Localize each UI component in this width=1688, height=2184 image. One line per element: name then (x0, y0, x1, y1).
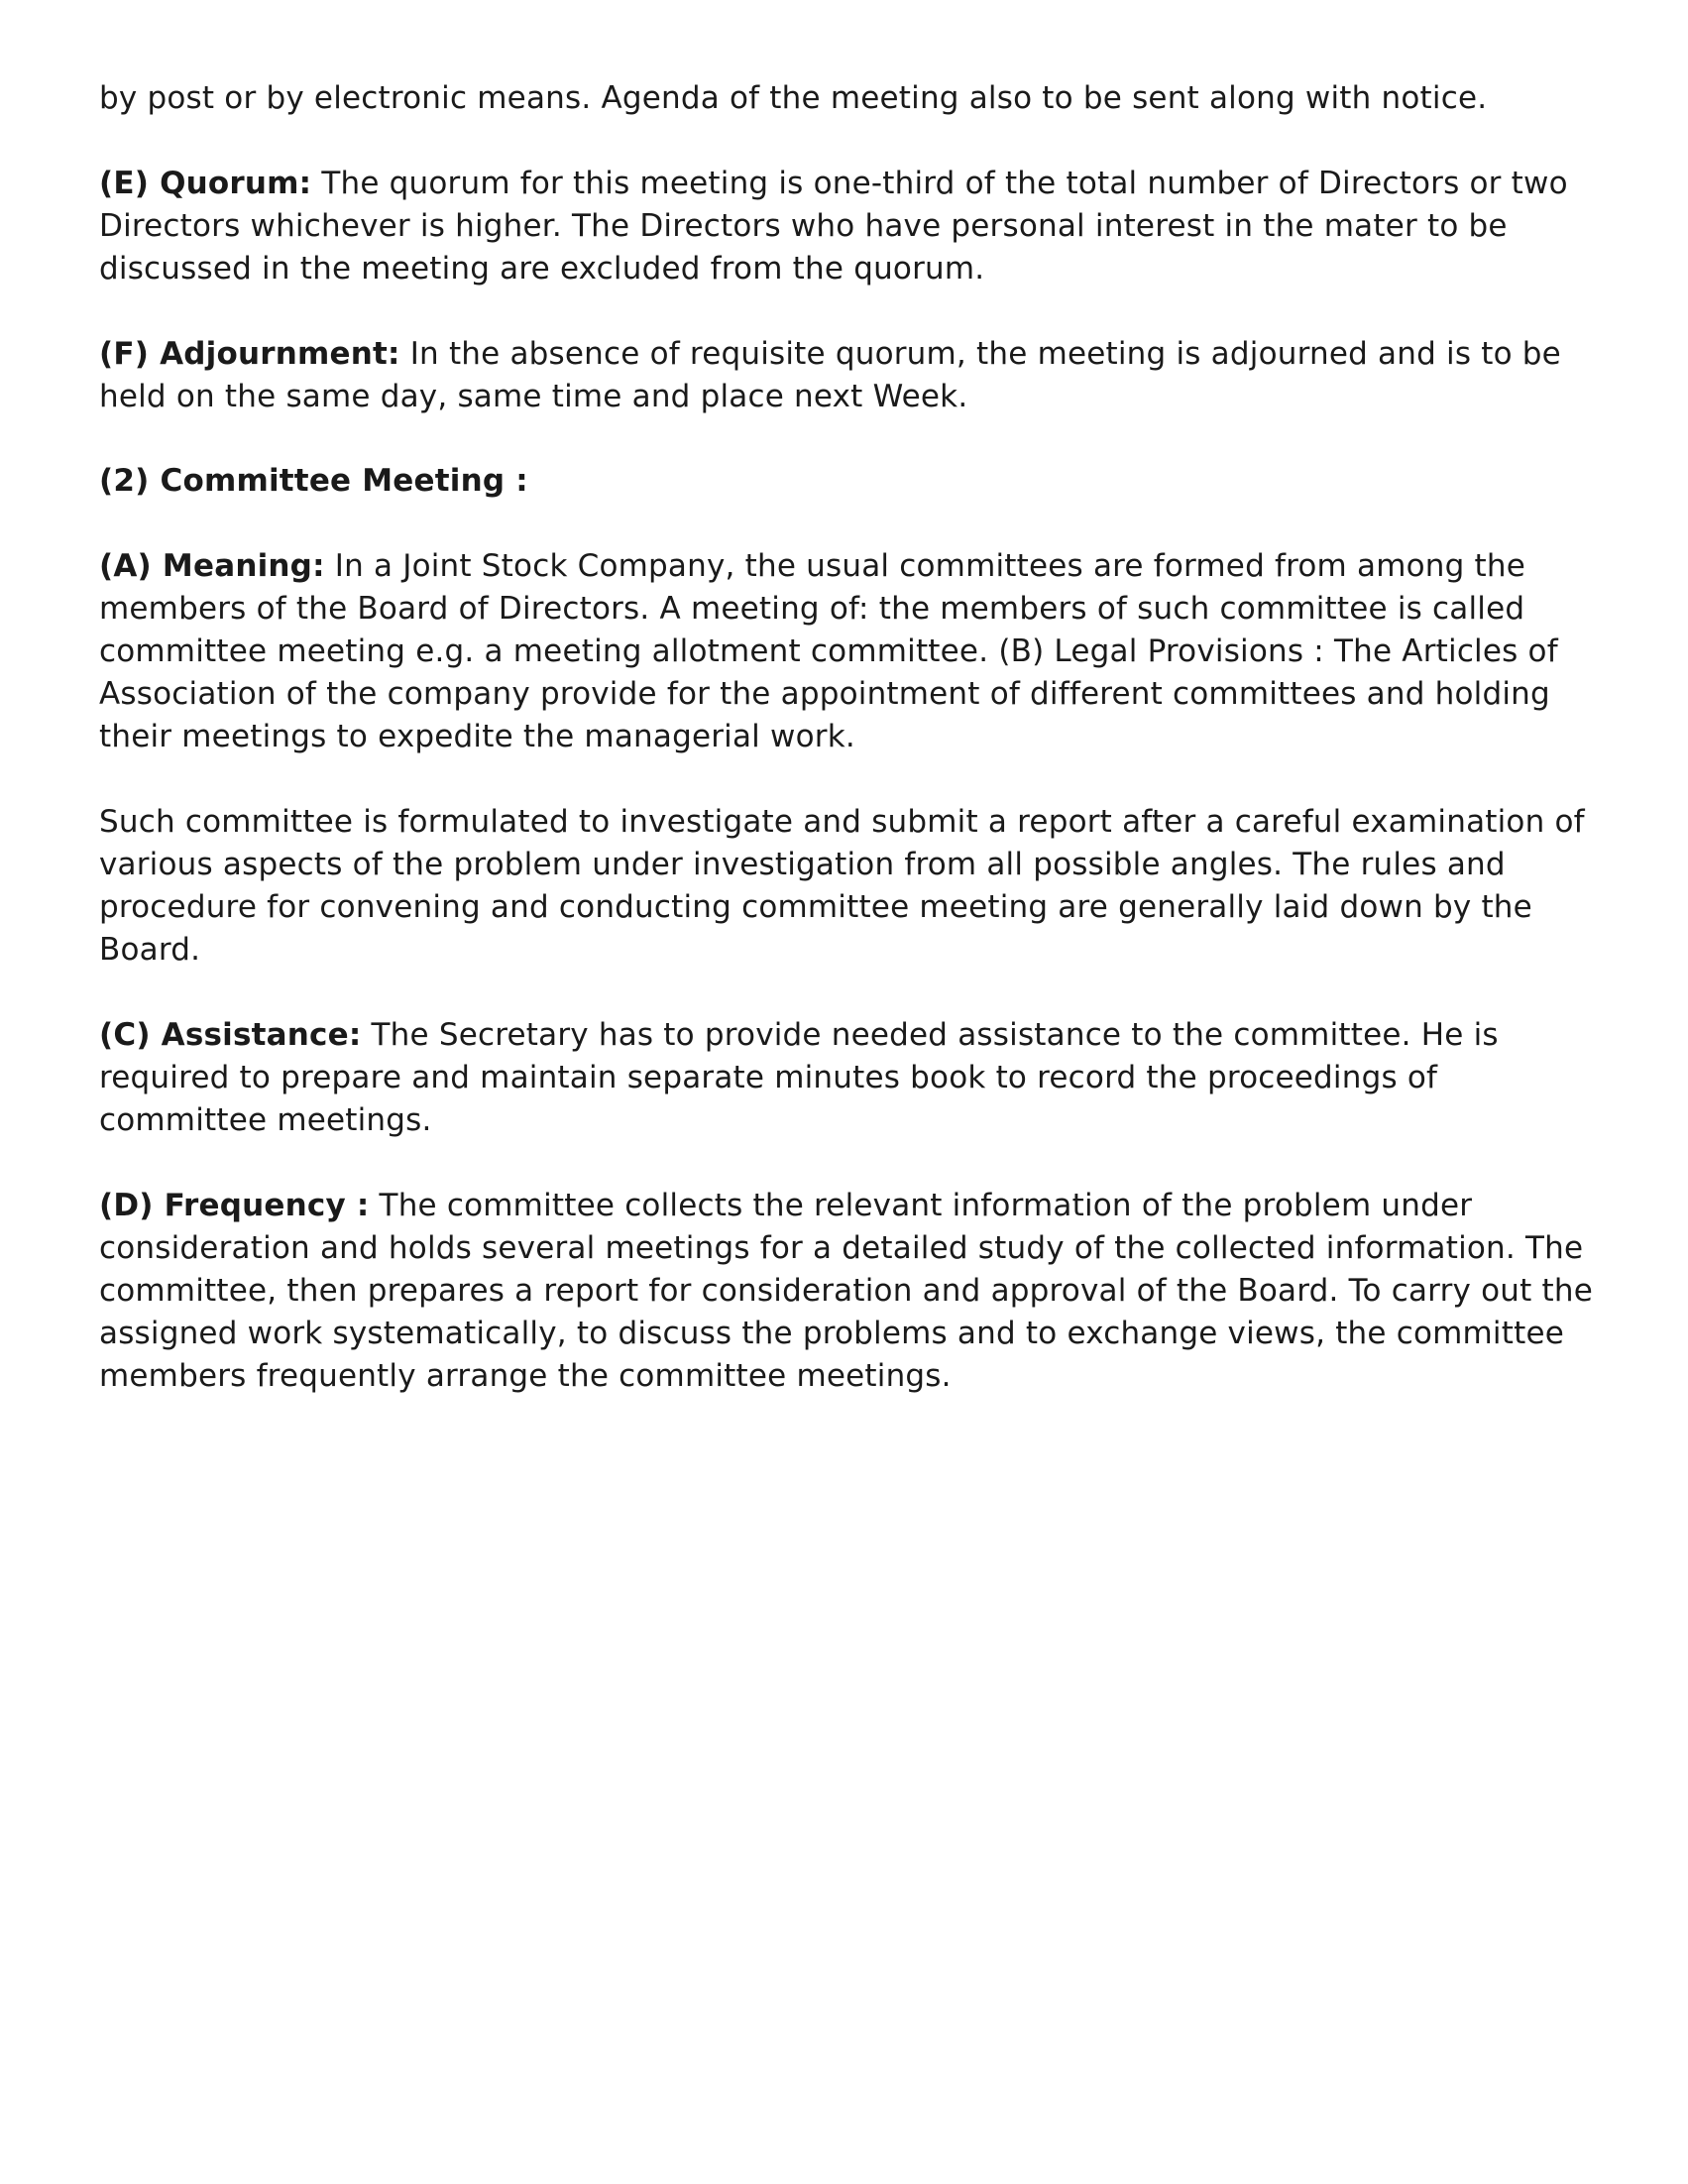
meaning-label: (A) Meaning: (99, 548, 325, 584)
frequency-paragraph (99, 1185, 1606, 1398)
meaning-text: In a Joint Stock Company, the usual committees are formed from among the members of the Board of Directors. A meeting of: the members of such committee is called committee meeting e.g. a meeting allotment committee. (B) Legal Provisions : The Articles of Association of the company provide for the appointment of different committees and holding their meetings to expedite the managerial work. (99, 548, 1558, 754)
frequency-label: (D) Frequency : (99, 1188, 370, 1223)
assistance-label: (C) Assistance: (99, 1017, 362, 1053)
adjournment-text: In the absence of requisite quorum, the meeting is adjourned and is to be held on the same day, same time and place next Week. (99, 336, 1561, 414)
committee-meeting-heading (99, 460, 1606, 503)
committee-heading-text: (2) Committee Meeting : (99, 463, 528, 499)
quorum-text: The quorum for this meeting is one-third of the total number of Directors or two Directors whichever is higher. The Directors who have personal interest in the mater to be discussed in the meeting are excluded from the quorum. (99, 166, 1568, 287)
assistance-paragraph (99, 1014, 1606, 1142)
such-committee-paragraph (99, 801, 1606, 972)
intro-text: by post or by electronic means. Agenda of the meeting also to be sent along with notice. (99, 80, 1488, 116)
adjournment-label: (F) Adjournment: (99, 336, 400, 372)
quorum-paragraph (99, 163, 1606, 290)
adjournment-paragraph (99, 333, 1606, 418)
quorum-label: (E) Quorum: (99, 166, 312, 201)
intro-paragraph (99, 77, 1606, 120)
such-committee-text: Such committee is formulated to investigate and submit a report after a careful examination of various aspects of the problem under investigation from all possible angles. The rules and procedure for convening and conducting committee meeting are generally laid down by the Board. (99, 804, 1585, 968)
assistance-text: The Secretary has to provide needed assistance to the committee. He is required to prepare and maintain separate minutes book to record the proceedings of committee meetings. (99, 1017, 1499, 1138)
meaning-paragraph (99, 545, 1606, 758)
frequency-text: The committee collects the relevant information of the problem under consideration and holds several meetings for a detailed study of the collected information. The committee, then prepares a report for consideration and approval of the Board. To carry out the assigned work systematically, to discuss the problems and to exchange views, the committee members frequently arrange the committee meetings. (99, 1188, 1594, 1394)
